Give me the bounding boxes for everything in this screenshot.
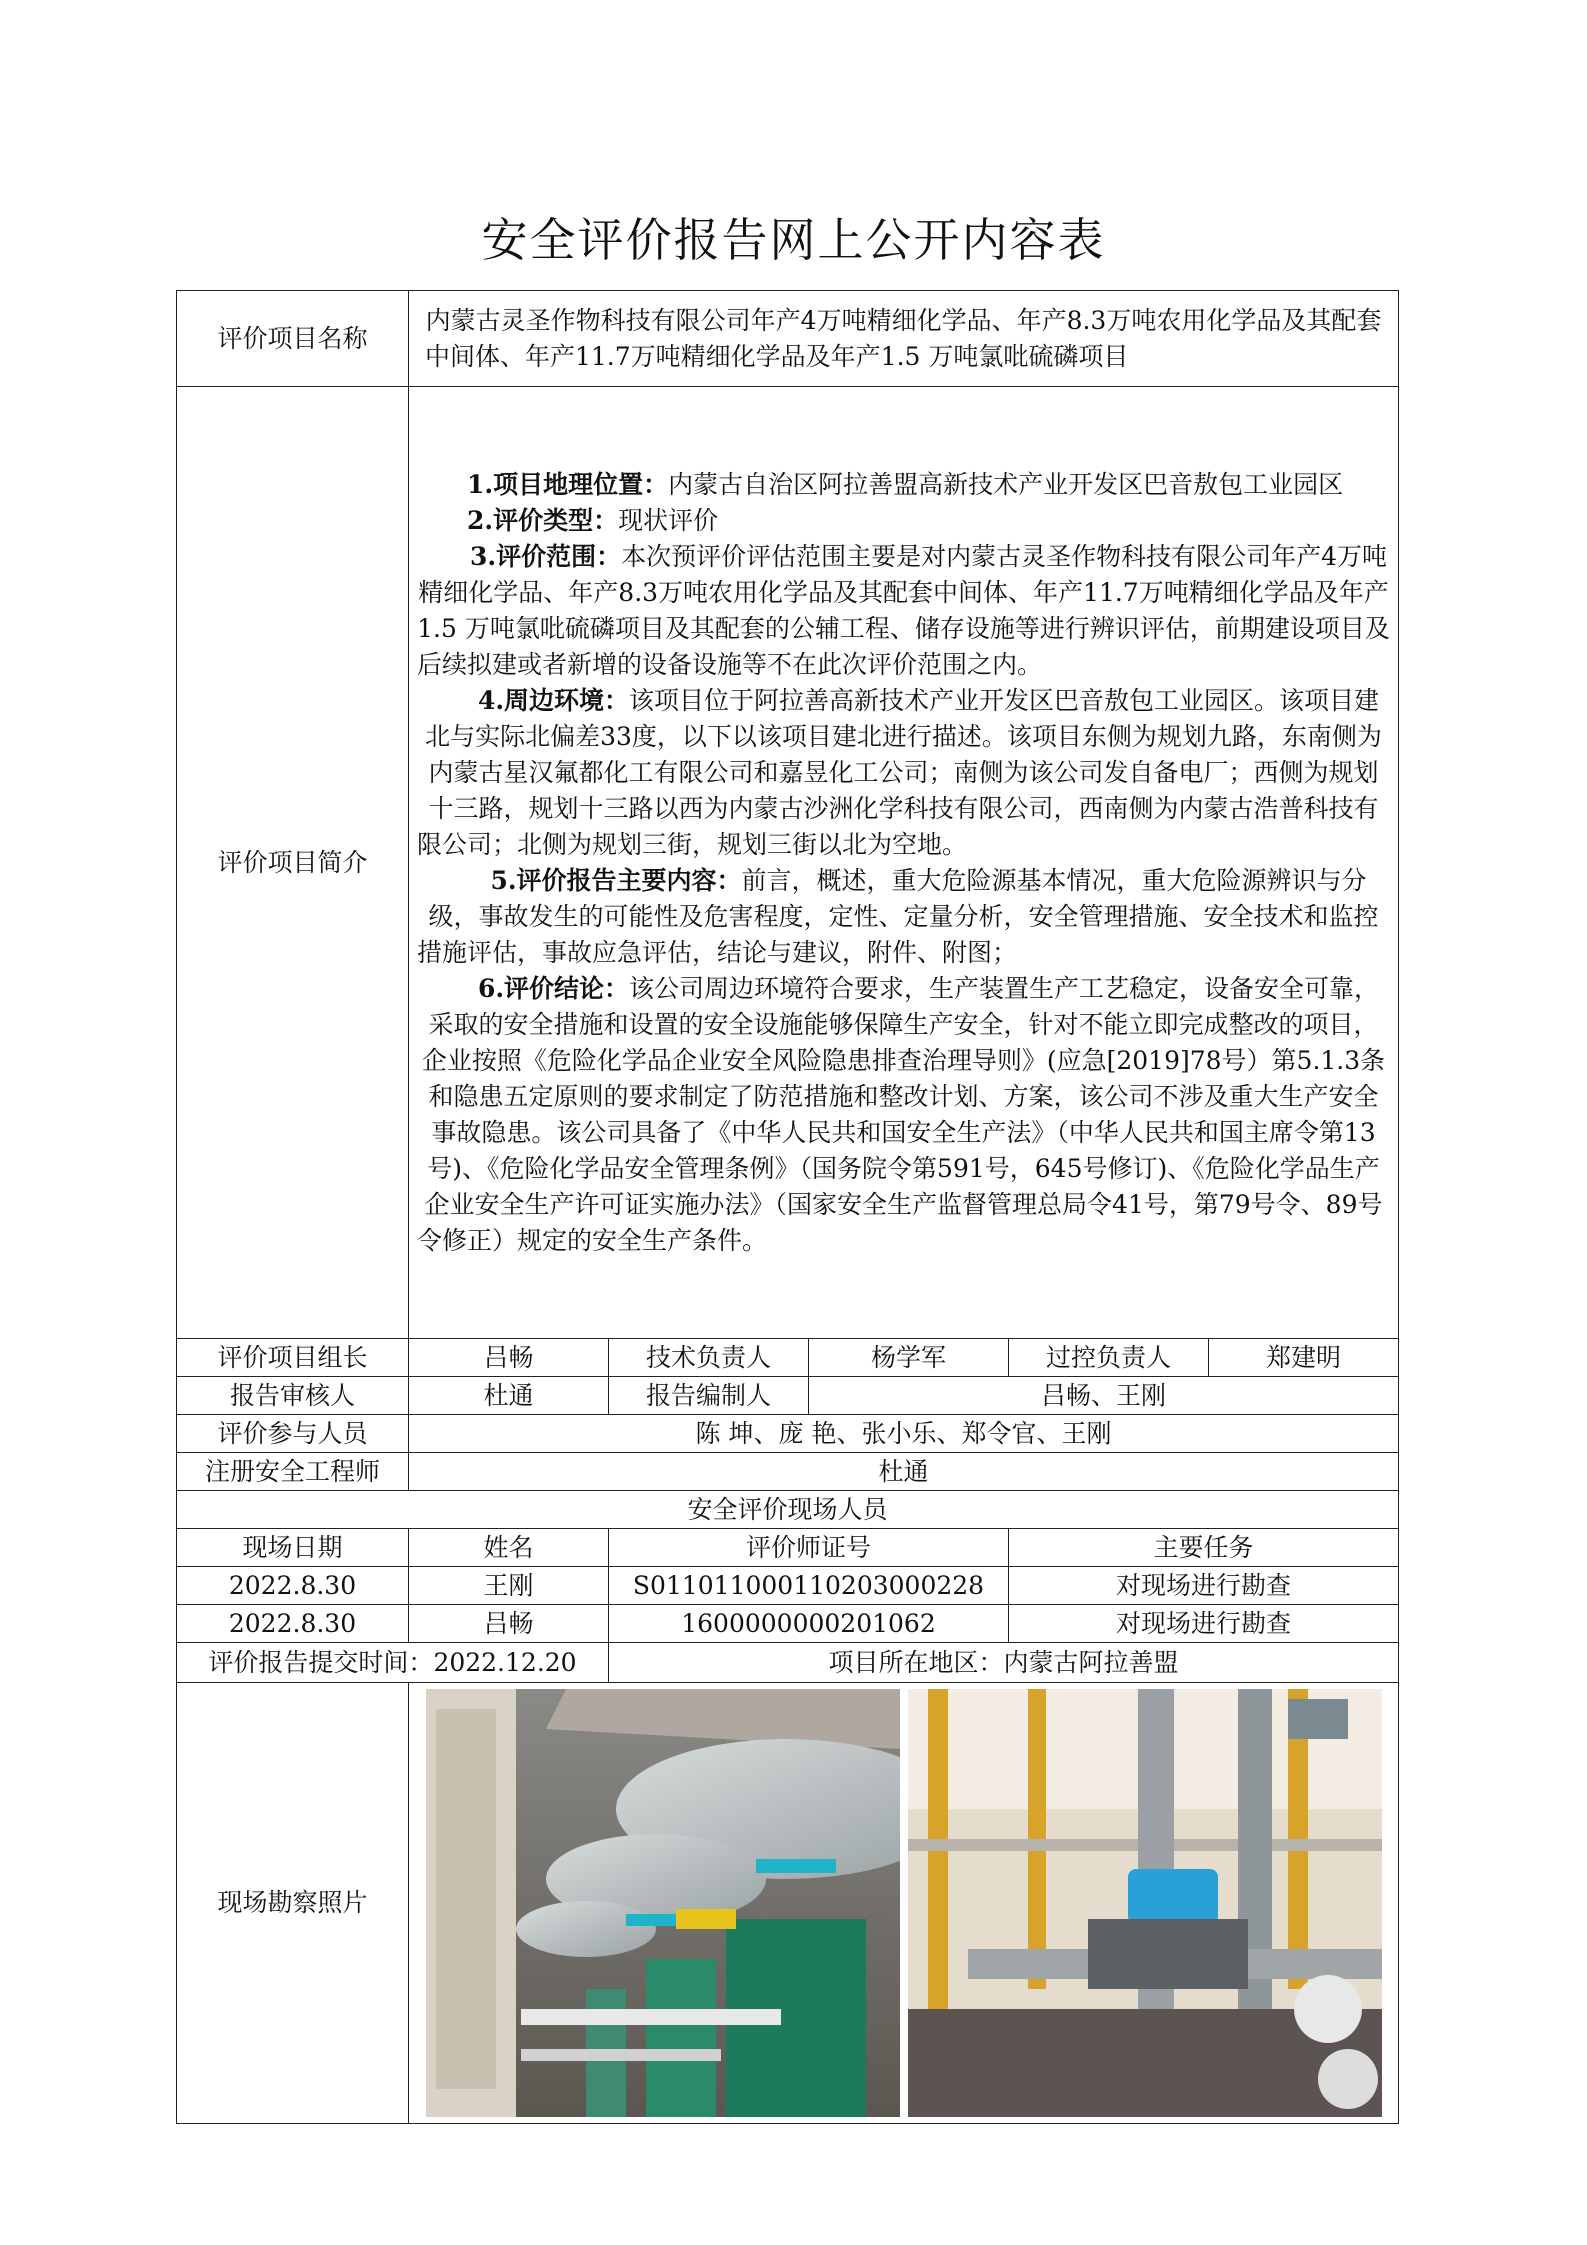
valve-pipeline-photo [908,1689,1382,2117]
reactor-hall-image [426,1689,900,2117]
staff-date: 2022.8.30 [177,1605,409,1643]
site-staff-header-row [177,1529,1399,1567]
site-staff-title-row [177,1491,1399,1529]
summary-item-3: 3.评价范围：本次预评价评估范围主要是对内蒙古灵圣作物科技有限公司年产4万吨精细化学品、年产8.3万吨农用化学品及其配套中间体、年产11.7万吨精细化学品及年产1.5 万吨氯吡硫磷项目及其配套的公辅工程、储存设施等进行辨识评估，前期建设项目及后续拟建或者新增的设备设施等不在此次评价范围之内。 [417,541,1390,679]
submission-row [177,1643,1399,1683]
participants-value: 陈 坤、庞 艳、张小乐、郑令官、王刚 [409,1415,1399,1453]
summary-item-5: 5.评价报告主要内容：前言，概述，重大危险源基本情况，重大危险源辨识与分级，事故发生的可能性及危害程度，定性、定量分析，安全管理措施、安全技术和监控措施评估，事故应急评估，结论与建议，附件、附图； [417,865,1379,967]
site-staff-title: 安全评价现场人员 [177,1491,1399,1529]
header-task: 主要任务 [1009,1529,1399,1567]
table-row [177,1605,1399,1643]
leader-row [177,1339,1399,1377]
header-cert: 评价师证号 [609,1529,1009,1567]
photos-row [177,1683,1399,2124]
table-row [177,1567,1399,1605]
summary-item-1: 1.项目地理位置：内蒙古自治区阿拉善盟高新技术产业开发区巴音敖包工业园区 [467,469,1344,499]
reactor-hall-photo [426,1689,900,2117]
page-title: 安全评价报告网上公开内容表 [481,213,1106,267]
leader-value: 吕畅 [409,1339,609,1377]
engineer-value: 杜通 [409,1453,1399,1491]
staff-name: 王刚 [409,1567,609,1605]
summary-label: 评价项目简介 [177,387,409,1339]
staff-cert: 1600000000201062 [609,1605,1009,1643]
staff-name: 吕畅 [409,1605,609,1643]
submission-time: 评价报告提交时间：2022.12.20 [177,1643,609,1683]
staff-date: 2022.8.30 [177,1567,409,1605]
project-row [177,291,1399,387]
valve-pipeline-image [908,1689,1382,2117]
summary-item-4: 4.周边环境：该项目位于阿拉善高新技术产业开发区巴音敖包工业园区。该项目建北与实际北偏差33度，以下以该项目建北进行描述。该项目东侧为规划九路，东南侧为内蒙古星汉氟都化工有限公司和嘉昱化工公司；南侧为该公司发自备电厂；西侧为规划十三路，规划十三路以西为内蒙古沙洲化学科技有限公司，西南侧为内蒙古浩普科技有限公司；北侧为规划三街，规划三街以北为空地。 [417,685,1382,859]
staff-task: 对现场进行勘查 [1009,1605,1399,1643]
summary-item-2: 2.评价类型：现状评价 [467,505,719,535]
reviewer-row [177,1377,1399,1415]
header-name: 姓名 [409,1529,609,1567]
staff-cert: S011011000110203000228 [609,1567,1009,1605]
editor-label: 报告编制人 [609,1377,809,1415]
summary-row [177,387,1399,1339]
engineer-label: 注册安全工程师 [177,1453,409,1491]
engineer-row [177,1453,1399,1491]
reviewer-value: 杜通 [409,1377,609,1415]
project-value: 内蒙古灵圣作物科技有限公司年产4万吨精细化学品、年产8.3万吨农用化学品及其配套中间体、年产11.7万吨精细化学品及年产1.5 万吨氯吡硫磷项目 [409,291,1399,387]
tech-label: 技术负责人 [609,1339,809,1377]
header-date: 现场日期 [177,1529,409,1567]
disclosure-table [176,290,1399,2124]
leader-label: 评价项目组长 [177,1339,409,1377]
project-label: 评价项目名称 [177,291,409,387]
participants-row [177,1415,1399,1453]
control-value: 郑建明 [1209,1339,1399,1377]
photos-cell [409,1683,1399,2124]
summary-content [409,387,1399,1339]
staff-task: 对现场进行勘查 [1009,1567,1399,1605]
reviewer-label: 报告审核人 [177,1377,409,1415]
photos-label: 现场勘察照片 [177,1683,409,2124]
submission-region: 项目所在地区：内蒙古阿拉善盟 [609,1643,1399,1683]
summary-item-6: 6.评价结论：该公司周边环境符合要求，生产装置生产工艺稳定，设备安全可靠，采取的安全措施和设置的安全设施能够保障生产安全，针对不能立即完成整改的项目，企业按照《危险化学品企业安全风险隐患排查治理导则》(应急[2019]78号）第5.1.3条和隐患五定原则的要求制定了防范措施和整改计划、方案，该公司不涉及重大生产安全事故隐患。该公司具备了《中华人民共和国安全生产法》（中华人民共和国主席令第13号)、《危险化学品安全管理条例》（国务院令第591号，645号修订)、《危险化学品生产企业安全生产许可证实施办法》（国家安全生产监督管理总局令41号，第79号令、89号令修正）规定的安全生产条件。 [417,973,1386,1255]
tech-value: 杨学军 [809,1339,1009,1377]
control-label: 过控负责人 [1009,1339,1209,1377]
editor-value: 吕畅、王刚 [809,1377,1399,1415]
participants-label: 评价参与人员 [177,1415,409,1453]
